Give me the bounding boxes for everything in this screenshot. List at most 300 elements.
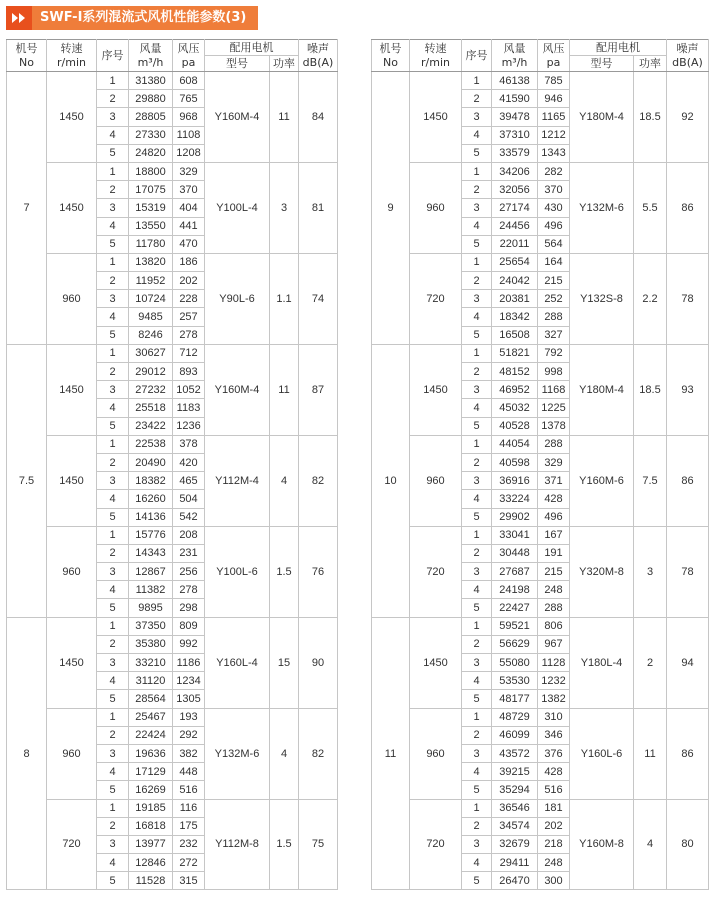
pressure-cell: 893 (173, 363, 205, 381)
airflow-cell: 22427 (492, 599, 538, 617)
seq-cell: 1 (97, 72, 129, 90)
airflow-cell: 40528 (492, 417, 538, 435)
seq-cell: 4 (462, 672, 492, 690)
noise-cell: 93 (667, 344, 709, 435)
col-header-speed-unit: r/min (57, 55, 86, 69)
pressure-cell: 208 (173, 526, 205, 544)
col-header-airflow-label: 风量 (503, 41, 526, 55)
motor-type-cell: Y180M-4 (570, 72, 634, 163)
seq-cell: 5 (97, 235, 129, 253)
pressure-cell: 202 (538, 817, 570, 835)
airflow-cell: 46138 (492, 72, 538, 90)
speed-cell: 720 (410, 253, 462, 344)
seq-cell: 2 (97, 453, 129, 471)
motor-type-cell: Y132M-6 (205, 708, 270, 799)
noise-cell: 87 (299, 344, 338, 435)
col-header-speed-label: 转速 (60, 41, 83, 55)
table-row (372, 799, 709, 817)
seq-cell: 4 (462, 308, 492, 326)
table-row (7, 253, 338, 271)
noise-cell: 82 (299, 708, 338, 799)
pressure-cell: 327 (538, 326, 570, 344)
airflow-cell: 27232 (129, 381, 173, 399)
airflow-cell: 48152 (492, 363, 538, 381)
table-row (372, 253, 709, 271)
model-no-cell: 7.5 (7, 344, 47, 617)
seq-cell: 5 (462, 781, 492, 799)
motor-type-cell: Y160M-8 (570, 799, 634, 890)
seq-cell: 2 (462, 635, 492, 653)
airflow-cell: 25467 (129, 708, 173, 726)
noise-cell: 84 (299, 72, 338, 163)
seq-cell: 5 (97, 144, 129, 162)
airflow-cell: 16260 (129, 490, 173, 508)
seq-cell: 1 (462, 617, 492, 635)
table-row (372, 72, 709, 90)
pressure-cell: 1382 (538, 690, 570, 708)
pressure-cell: 310 (538, 708, 570, 726)
table-row (372, 344, 709, 362)
seq-cell: 1 (462, 708, 492, 726)
col-header-model-no-label: 机号 (379, 41, 402, 55)
pressure-cell: 346 (538, 726, 570, 744)
airflow-cell: 59521 (492, 617, 538, 635)
seq-cell: 4 (462, 490, 492, 508)
pressure-cell: 765 (173, 90, 205, 108)
pressure-cell: 248 (538, 581, 570, 599)
col-header-pressure-unit: pa (546, 55, 561, 69)
pressure-cell: 215 (538, 563, 570, 581)
speed-cell: 1450 (47, 435, 97, 526)
airflow-cell: 23422 (129, 417, 173, 435)
airflow-cell: 39478 (492, 108, 538, 126)
seq-cell: 1 (462, 526, 492, 544)
pressure-cell: 496 (538, 508, 570, 526)
airflow-cell: 29012 (129, 363, 173, 381)
pressure-cell: 516 (538, 781, 570, 799)
col-header-noise (667, 40, 709, 72)
motor-type-cell: Y320M-8 (570, 526, 634, 617)
seq-cell: 1 (97, 617, 129, 635)
seq-cell: 3 (462, 199, 492, 217)
airflow-cell: 27330 (129, 126, 173, 144)
airflow-cell: 46952 (492, 381, 538, 399)
seq-cell: 5 (97, 690, 129, 708)
airflow-cell: 16508 (492, 326, 538, 344)
seq-cell: 2 (462, 90, 492, 108)
col-header-motor: 配用电机 (570, 40, 667, 56)
pressure-cell: 1234 (173, 672, 205, 690)
pressure-cell: 448 (173, 763, 205, 781)
motor-type-cell: Y90L-6 (205, 253, 270, 344)
airflow-cell: 32056 (492, 181, 538, 199)
seq-cell: 5 (462, 417, 492, 435)
noise-cell: 90 (299, 617, 338, 708)
col-header-airflow (492, 40, 538, 72)
table-row (7, 708, 338, 726)
airflow-cell: 32679 (492, 835, 538, 853)
speed-cell: 720 (47, 799, 97, 890)
col-header-model-no-unit: No (19, 55, 34, 69)
seq-cell: 5 (462, 326, 492, 344)
col-header-model-no (372, 40, 410, 72)
airflow-cell: 56629 (492, 635, 538, 653)
motor-power-cell: 4 (634, 799, 667, 890)
pressure-cell: 282 (538, 162, 570, 180)
col-header-seq: 序号 (97, 40, 129, 72)
pressure-cell: 288 (538, 599, 570, 617)
model-no-cell: 7 (7, 72, 47, 345)
seq-cell: 2 (97, 817, 129, 835)
seq-cell: 2 (97, 90, 129, 108)
pressure-cell: 215 (538, 272, 570, 290)
airflow-cell: 31380 (129, 72, 173, 90)
noise-cell: 74 (299, 253, 338, 344)
double-arrow-icon (6, 6, 32, 30)
pressure-cell: 278 (173, 581, 205, 599)
motor-power-cell: 1.1 (270, 253, 299, 344)
airflow-cell: 28564 (129, 690, 173, 708)
seq-cell: 5 (97, 781, 129, 799)
speed-cell: 960 (47, 708, 97, 799)
seq-cell: 1 (97, 526, 129, 544)
col-header-noise-label: 噪声 (676, 41, 699, 55)
pressure-cell: 116 (173, 799, 205, 817)
noise-cell: 86 (667, 435, 709, 526)
airflow-cell: 46099 (492, 726, 538, 744)
speed-cell: 1450 (47, 162, 97, 253)
motor-power-cell: 2 (634, 617, 667, 708)
table-row (372, 162, 709, 180)
airflow-cell: 55080 (492, 654, 538, 672)
col-header-motor-power: 功率 (270, 56, 299, 72)
pressure-cell: 1052 (173, 381, 205, 399)
col-header-model-no-label: 机号 (15, 41, 38, 55)
seq-cell: 2 (462, 272, 492, 290)
airflow-cell: 35294 (492, 781, 538, 799)
airflow-cell: 48177 (492, 690, 538, 708)
col-header-seq: 序号 (462, 40, 492, 72)
pressure-cell: 378 (173, 435, 205, 453)
pressure-cell: 329 (173, 162, 205, 180)
seq-cell: 3 (97, 563, 129, 581)
motor-type-cell: Y100L-6 (205, 526, 270, 617)
pressure-cell: 465 (173, 472, 205, 490)
performance-table-right (371, 39, 709, 890)
pressure-cell: 370 (173, 181, 205, 199)
airflow-cell: 53530 (492, 672, 538, 690)
seq-cell: 3 (462, 654, 492, 672)
airflow-cell: 25518 (129, 399, 173, 417)
motor-type-cell: Y160L-6 (570, 708, 634, 799)
speed-cell: 1450 (47, 617, 97, 708)
airflow-cell: 27687 (492, 563, 538, 581)
airflow-cell: 33224 (492, 490, 538, 508)
seq-cell: 3 (97, 108, 129, 126)
table-row (372, 435, 709, 453)
table-row (7, 435, 338, 453)
col-header-speed-label: 转速 (424, 41, 447, 55)
motor-type-cell: Y180L-4 (570, 617, 634, 708)
airflow-cell: 22538 (129, 435, 173, 453)
motor-power-cell: 1.5 (270, 799, 299, 890)
col-header-pressure (173, 40, 205, 72)
pressure-cell: 1186 (173, 654, 205, 672)
col-header-noise-unit: dB(A) (302, 55, 334, 69)
pressure-cell: 193 (173, 708, 205, 726)
seq-cell: 5 (462, 872, 492, 890)
pressure-cell: 785 (538, 72, 570, 90)
seq-cell: 5 (97, 872, 129, 890)
airflow-cell: 34574 (492, 817, 538, 835)
col-header-noise (299, 40, 338, 72)
airflow-cell: 30627 (129, 344, 173, 362)
col-header-speed-unit: r/min (421, 55, 450, 69)
pressure-cell: 376 (538, 744, 570, 762)
pressure-cell: 404 (173, 199, 205, 217)
col-header-pressure-label: 风压 (542, 41, 565, 55)
pressure-cell: 496 (538, 217, 570, 235)
airflow-cell: 36916 (492, 472, 538, 490)
pressure-cell: 1108 (173, 126, 205, 144)
model-no-cell: 10 (372, 344, 410, 617)
airflow-cell: 24456 (492, 217, 538, 235)
pressure-cell: 164 (538, 253, 570, 271)
col-header-airflow-unit: m³/h (137, 55, 164, 69)
pressure-cell: 298 (173, 599, 205, 617)
airflow-cell: 48729 (492, 708, 538, 726)
noise-cell: 94 (667, 617, 709, 708)
pressure-cell: 428 (538, 490, 570, 508)
motor-power-cell: 3 (270, 162, 299, 253)
pressure-cell: 315 (173, 872, 205, 890)
motor-type-cell: Y100L-4 (205, 162, 270, 253)
seq-cell: 3 (462, 835, 492, 853)
pressure-cell: 272 (173, 854, 205, 872)
airflow-cell: 45032 (492, 399, 538, 417)
seq-cell: 5 (462, 599, 492, 617)
seq-cell: 1 (97, 253, 129, 271)
pressure-cell: 186 (173, 253, 205, 271)
pressure-cell: 516 (173, 781, 205, 799)
col-header-motor-type: 型号 (570, 56, 634, 72)
airflow-cell: 19636 (129, 744, 173, 762)
airflow-cell: 16269 (129, 781, 173, 799)
seq-cell: 4 (97, 490, 129, 508)
airflow-cell: 18800 (129, 162, 173, 180)
seq-cell: 2 (462, 363, 492, 381)
table-row (372, 526, 709, 544)
motor-type-cell: Y112M-8 (205, 799, 270, 890)
motor-type-cell: Y160M-6 (570, 435, 634, 526)
motor-type-cell: Y160M-4 (205, 344, 270, 435)
airflow-cell: 10724 (129, 290, 173, 308)
pressure-cell: 1305 (173, 690, 205, 708)
airflow-cell: 29411 (492, 854, 538, 872)
seq-cell: 2 (462, 181, 492, 199)
airflow-cell: 29880 (129, 90, 173, 108)
airflow-cell: 37350 (129, 617, 173, 635)
pressure-cell: 382 (173, 744, 205, 762)
seq-cell: 5 (462, 690, 492, 708)
model-no-cell: 11 (372, 617, 410, 890)
pressure-cell: 181 (538, 799, 570, 817)
pressure-cell: 1212 (538, 126, 570, 144)
seq-cell: 2 (97, 363, 129, 381)
pressure-cell: 420 (173, 453, 205, 471)
seq-cell: 3 (97, 381, 129, 399)
table-row (7, 72, 338, 90)
motor-type-cell: Y180M-4 (570, 344, 634, 435)
seq-cell: 2 (97, 181, 129, 199)
airflow-cell: 20490 (129, 453, 173, 471)
airflow-cell: 11382 (129, 581, 173, 599)
airflow-cell: 18382 (129, 472, 173, 490)
pressure-cell: 1168 (538, 381, 570, 399)
airflow-cell: 11780 (129, 235, 173, 253)
airflow-cell: 26470 (492, 872, 538, 890)
airflow-cell: 15319 (129, 199, 173, 217)
seq-cell: 3 (97, 290, 129, 308)
motor-type-cell: Y160M-4 (205, 72, 270, 163)
seq-cell: 3 (462, 381, 492, 399)
table-row (372, 708, 709, 726)
airflow-cell: 9895 (129, 599, 173, 617)
pressure-cell: 504 (173, 490, 205, 508)
airflow-cell: 36546 (492, 799, 538, 817)
motor-power-cell: 7.5 (634, 435, 667, 526)
speed-cell: 960 (47, 253, 97, 344)
motor-power-cell: 11 (270, 344, 299, 435)
airflow-cell: 25654 (492, 253, 538, 271)
speed-cell: 960 (410, 708, 462, 799)
speed-cell: 1450 (47, 344, 97, 435)
airflow-cell: 13820 (129, 253, 173, 271)
seq-cell: 5 (97, 326, 129, 344)
col-header-speed (410, 40, 462, 72)
airflow-cell: 20381 (492, 290, 538, 308)
airflow-cell: 24820 (129, 144, 173, 162)
pressure-cell: 1183 (173, 399, 205, 417)
seq-cell: 1 (97, 344, 129, 362)
pressure-cell: 809 (173, 617, 205, 635)
pressure-cell: 329 (538, 453, 570, 471)
pressure-cell: 428 (538, 763, 570, 781)
seq-cell: 1 (462, 344, 492, 362)
pressure-cell: 1128 (538, 654, 570, 672)
speed-cell: 720 (410, 526, 462, 617)
table-row (7, 162, 338, 180)
airflow-cell: 43572 (492, 744, 538, 762)
seq-cell: 1 (462, 435, 492, 453)
airflow-cell: 35380 (129, 635, 173, 653)
pressure-cell: 228 (173, 290, 205, 308)
seq-cell: 3 (97, 744, 129, 762)
motor-type-cell: Y132S-8 (570, 253, 634, 344)
seq-cell: 3 (462, 472, 492, 490)
speed-cell: 1450 (410, 617, 462, 708)
seq-cell: 2 (97, 272, 129, 290)
speed-cell: 720 (410, 799, 462, 890)
table-row (7, 344, 338, 362)
seq-cell: 4 (462, 126, 492, 144)
seq-cell: 5 (462, 508, 492, 526)
col-header-noise-unit: dB(A) (672, 55, 703, 69)
seq-cell: 5 (97, 417, 129, 435)
seq-cell: 1 (462, 162, 492, 180)
airflow-cell: 29902 (492, 508, 538, 526)
seq-cell: 2 (97, 726, 129, 744)
speed-cell: 1450 (410, 72, 462, 163)
motor-power-cell: 2.2 (634, 253, 667, 344)
motor-power-cell: 5.5 (634, 162, 667, 253)
seq-cell: 1 (97, 162, 129, 180)
performance-table-left (6, 39, 338, 890)
airflow-cell: 34206 (492, 162, 538, 180)
seq-cell: 3 (462, 290, 492, 308)
airflow-cell: 27174 (492, 199, 538, 217)
motor-type-cell: Y160L-4 (205, 617, 270, 708)
pressure-cell: 470 (173, 235, 205, 253)
seq-cell: 1 (97, 708, 129, 726)
pressure-cell: 292 (173, 726, 205, 744)
pressure-cell: 175 (173, 817, 205, 835)
noise-cell: 92 (667, 72, 709, 163)
seq-cell: 4 (97, 126, 129, 144)
noise-cell: 80 (667, 799, 709, 890)
col-header-pressure-unit: pa (181, 55, 196, 69)
pressure-cell: 608 (173, 72, 205, 90)
airflow-cell: 17129 (129, 763, 173, 781)
seq-cell: 2 (462, 544, 492, 562)
col-header-speed (47, 40, 97, 72)
airflow-cell: 37310 (492, 126, 538, 144)
airflow-cell: 28805 (129, 108, 173, 126)
pressure-cell: 542 (173, 508, 205, 526)
pressure-cell: 712 (173, 344, 205, 362)
pressure-cell: 1378 (538, 417, 570, 435)
airflow-cell: 44054 (492, 435, 538, 453)
seq-cell: 5 (97, 599, 129, 617)
seq-cell: 3 (97, 199, 129, 217)
airflow-cell: 39215 (492, 763, 538, 781)
pressure-cell: 1343 (538, 144, 570, 162)
seq-cell: 4 (97, 854, 129, 872)
col-header-motor-type: 型号 (205, 56, 270, 72)
airflow-cell: 22011 (492, 235, 538, 253)
pressure-cell: 288 (538, 435, 570, 453)
noise-cell: 76 (299, 526, 338, 617)
airflow-cell: 33579 (492, 144, 538, 162)
seq-cell: 4 (97, 763, 129, 781)
seq-cell: 1 (97, 799, 129, 817)
seq-cell: 2 (462, 726, 492, 744)
motor-power-cell: 11 (634, 708, 667, 799)
pressure-cell: 806 (538, 617, 570, 635)
seq-cell: 1 (462, 253, 492, 271)
seq-cell: 4 (97, 399, 129, 417)
col-header-noise-label: 噪声 (307, 41, 329, 55)
pressure-cell: 1236 (173, 417, 205, 435)
airflow-cell: 33210 (129, 654, 173, 672)
pressure-cell: 370 (538, 181, 570, 199)
seq-cell: 4 (97, 217, 129, 235)
pressure-cell: 430 (538, 199, 570, 217)
seq-cell: 2 (462, 817, 492, 835)
col-header-model-no (7, 40, 47, 72)
noise-cell: 75 (299, 799, 338, 890)
motor-power-cell: 18.5 (634, 344, 667, 435)
